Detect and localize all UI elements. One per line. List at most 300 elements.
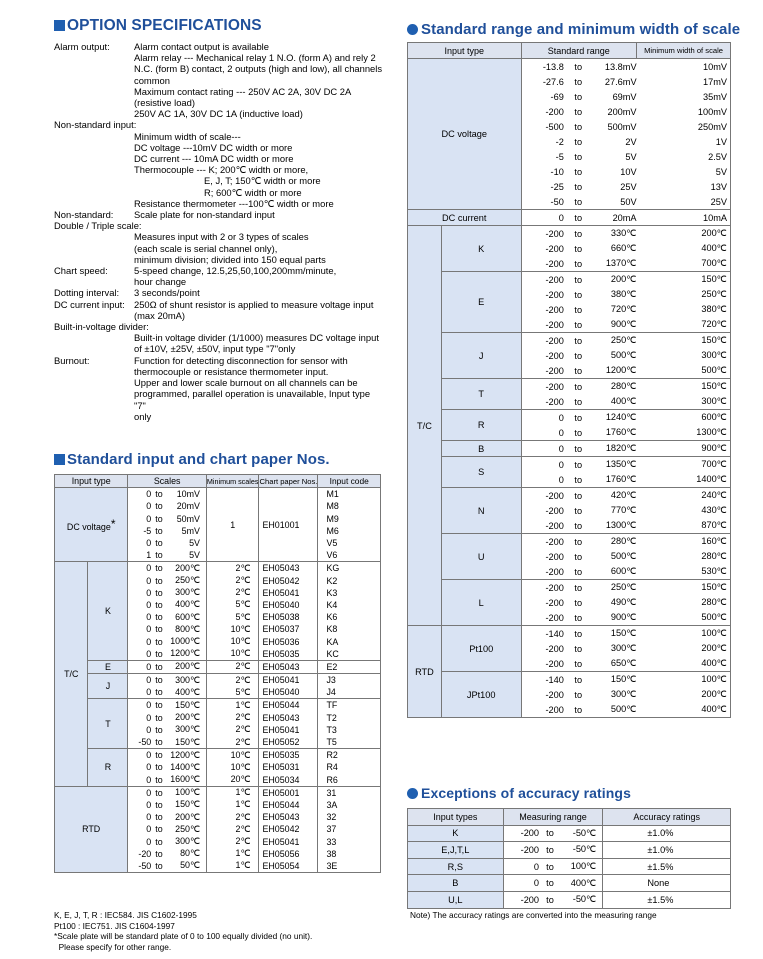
scale-to: to: [155, 636, 163, 647]
input-code: M9: [318, 513, 381, 525]
range-to: to: [539, 842, 561, 859]
range-to: to: [574, 121, 583, 132]
header-input-types: Input types: [408, 809, 504, 826]
range-low: -25: [521, 179, 564, 194]
scale-to: to: [155, 612, 163, 623]
range-low: -200: [503, 842, 539, 859]
range-to: to: [564, 626, 593, 642]
spec-line: 250Ω of shunt resistor is applied to measure voltage input: [134, 298, 374, 310]
table-row: [408, 672, 731, 688]
range-min-width: 240℃: [637, 488, 731, 504]
spec-label: DC current input:: [54, 298, 125, 310]
scale-to: to: [155, 538, 163, 549]
spec-row: [54, 175, 384, 197]
chart-paper-no: EH05035: [259, 749, 318, 762]
scale-high: 250℃: [167, 823, 207, 835]
spec-line: (max 20mA): [134, 309, 186, 321]
range-min-width: 10mA: [637, 210, 731, 226]
scale-to: to: [151, 488, 166, 501]
scale-high: 5mV: [167, 525, 207, 537]
accuracy-heading: Exceptions of accuracy ratings: [407, 785, 631, 801]
min-scale: 2℃: [206, 724, 259, 736]
scale-low: 0: [128, 724, 151, 736]
range-to: to: [574, 106, 583, 117]
scale-high: 1200℃: [167, 648, 207, 661]
range-low: -500: [521, 119, 564, 134]
scale-to: to: [151, 749, 166, 762]
spec-line: Upper and lower scale burnout on all channels can be: [134, 377, 358, 389]
input-code: T5: [318, 736, 381, 749]
spec-label: Alarm output:: [54, 41, 110, 52]
min-scale: 2℃: [206, 823, 259, 835]
scale-low: 1: [128, 549, 151, 562]
range-low: -13.8: [521, 59, 564, 75]
input-code: 38: [318, 848, 381, 860]
table-row: [55, 660, 381, 673]
range-high: 200mV: [607, 106, 637, 117]
input-type-cell: T/C: [408, 226, 442, 626]
range-min-width: 150℃: [637, 580, 731, 596]
range-to: to: [564, 194, 593, 210]
range-to: to: [539, 825, 561, 842]
input-code: K3: [318, 587, 381, 599]
range-min-width: 250mV: [637, 119, 731, 134]
range-high: 100℃: [561, 858, 603, 875]
range-to: to: [564, 379, 593, 395]
range-min-width: 250℃: [637, 287, 731, 302]
scale-high: 5V: [167, 549, 207, 562]
scale-low: 0: [128, 611, 151, 623]
spec-line: Minimum width of scale---: [134, 130, 241, 142]
scale-low: -5: [128, 525, 151, 537]
range-to: to: [564, 333, 593, 349]
input-code: V6: [318, 549, 381, 562]
scale-low: 0: [128, 587, 151, 599]
spec-value: [54, 332, 384, 354]
table-row: [408, 875, 731, 892]
scale-low: 0: [128, 623, 151, 635]
spec-line: Resistance thermometer ---100℃ width or more: [134, 197, 334, 209]
range-high: 500mV: [607, 121, 637, 132]
range-min-width: 280℃: [637, 595, 731, 610]
note-line: *Scale plate will be standard plate of 0 to 100 equally divided (no unit).: [54, 931, 313, 941]
range-low: 0: [521, 425, 564, 441]
table-row: [408, 891, 731, 908]
scale-high: 600℃: [167, 611, 207, 623]
spec-line: Function for detecting disconnection for sensor with: [134, 354, 348, 366]
range-high: 69mV: [612, 91, 637, 102]
range-min-width: 700℃: [637, 256, 731, 272]
spec-label: Dotting interval:: [54, 287, 120, 299]
range-min-width: 35mV: [637, 89, 731, 104]
table-row: [408, 441, 731, 457]
spec-value: [134, 41, 384, 119]
range-low: -200: [521, 610, 564, 626]
asterisk-mark: *: [110, 517, 116, 532]
input-types-cell: U,L: [408, 891, 504, 908]
table-row: [55, 786, 381, 799]
range-min-width: 100℃: [637, 672, 731, 688]
scale-low: 0: [128, 761, 151, 773]
range-low: 0: [521, 457, 564, 473]
chart-paper-no: EH05001: [259, 786, 318, 799]
input-code: V5: [318, 537, 381, 549]
range-to: to: [574, 166, 583, 177]
sensor-type-cell: E: [88, 660, 128, 673]
scale-to: to: [151, 686, 166, 699]
scale-to: to: [155, 525, 163, 536]
range-to: to: [574, 350, 583, 361]
input-code: M1: [318, 488, 381, 501]
range-low: -200: [521, 104, 564, 119]
range-to: to: [564, 472, 593, 488]
range-min-width: 200℃: [637, 641, 731, 656]
chart-paper-no: EH05031: [259, 761, 318, 773]
range-to: to: [574, 181, 583, 192]
range-to: to: [564, 656, 593, 672]
scale-low: 0: [128, 674, 151, 687]
range-low: -200: [521, 549, 564, 564]
min-scale: 10℃: [206, 635, 259, 647]
scale-low: 0: [128, 823, 151, 835]
range-to: to: [574, 505, 583, 516]
spec-line: (each scale is serial channel only),: [134, 242, 278, 254]
range-high: 1370℃: [593, 256, 637, 272]
chart-paper-no: EH05043: [259, 562, 318, 575]
scale-low: -50: [128, 736, 151, 749]
range-high: 13.8mV: [593, 59, 637, 75]
min-scale: 2℃: [206, 562, 259, 575]
chart-paper-no: EH05056: [259, 848, 318, 860]
range-low: -200: [521, 317, 564, 333]
range-low: -69: [521, 89, 564, 104]
sensor-type-cell: K: [441, 226, 521, 272]
range-to: to: [564, 610, 593, 626]
scale-low: 0: [128, 799, 151, 811]
spec-line: thermocouple or resistance thermometer input.: [134, 365, 329, 377]
scale-to: to: [151, 549, 166, 562]
min-scale: 1℃: [206, 799, 259, 811]
spec-row: [54, 332, 384, 354]
input-code: K8: [318, 623, 381, 635]
spec-label: Burnout:: [54, 354, 90, 366]
spec-line: 3 seconds/point: [134, 287, 200, 299]
scale-to: to: [151, 660, 166, 673]
range-to: to: [539, 858, 561, 875]
sensor-type-cell: S: [441, 457, 521, 488]
range-min-width: 25V: [637, 194, 731, 210]
spec-row: [54, 198, 384, 209]
chart-paper-no: EH05041: [259, 724, 318, 736]
range-min-width: 5V: [637, 164, 731, 179]
range-high: 770℃: [610, 505, 637, 515]
range-high: 10V: [620, 166, 637, 177]
min-scale: 1℃: [206, 848, 259, 860]
range-high: 150℃: [593, 672, 637, 688]
min-scale: 10℃: [206, 749, 259, 762]
spec-label: Chart speed:: [54, 265, 108, 277]
spec-line: Alarm relay --- Mechanical relay 1 N.O. (form A) and rely 2: [134, 52, 376, 64]
standard-input-table: [54, 474, 381, 873]
range-to: to: [564, 394, 593, 410]
scale-low: 0: [128, 648, 151, 661]
range-low: -200: [503, 825, 539, 842]
min-scale: 1℃: [206, 699, 259, 712]
chart-paper-no: EH05037: [259, 623, 318, 635]
chart-paper-no: EH05044: [259, 799, 318, 811]
spec-line: minimum division; divided into 150 equal parts: [134, 253, 326, 265]
range-to: to: [539, 875, 561, 892]
input-type-cell: RTD: [408, 626, 442, 718]
spec-row: [54, 231, 384, 265]
input-code: 37: [318, 823, 381, 835]
input-code: 33: [318, 835, 381, 847]
scale-low: 0: [128, 699, 151, 712]
range-high: 900℃: [593, 610, 637, 626]
scale-low: -50: [128, 860, 151, 873]
range-low: 0: [521, 210, 564, 226]
scale-to: to: [155, 848, 163, 859]
range-high: 200℃: [593, 272, 637, 288]
scale-to: to: [155, 712, 163, 723]
range-min-width: 380℃: [637, 302, 731, 317]
accuracy-value: ±1.0%: [603, 825, 731, 842]
range-to: to: [564, 702, 593, 718]
range-low: -140: [521, 626, 564, 642]
scale-low: 0: [128, 488, 151, 501]
chart-paper-no: EH05035: [259, 648, 318, 661]
range-to: to: [574, 76, 583, 87]
min-scale: 2℃: [206, 587, 259, 599]
range-high: 500℃: [610, 350, 637, 360]
range-low: -200: [521, 595, 564, 610]
chart-paper-no: EH01001: [259, 488, 318, 562]
spec-row: [54, 287, 384, 298]
spec-line: Built-in voltage divider (1/1000) measures DC voltage input: [134, 332, 379, 344]
range-min-width: 100mV: [637, 104, 731, 119]
range-low: -200: [521, 379, 564, 395]
min-scale: 1℃: [206, 786, 259, 799]
range-high: 1300℃: [593, 518, 637, 534]
scale-low: 0: [128, 500, 151, 512]
range-min-width: 530℃: [637, 564, 731, 580]
range-low: -200: [521, 287, 564, 302]
range-high: 250℃: [593, 333, 637, 349]
spec-line: of ±10V, ±25V, ±50V, input type "7"only: [134, 343, 296, 355]
range-min-width: 700℃: [637, 457, 731, 473]
range-high: 20mA: [593, 210, 637, 226]
range-low: -200: [521, 564, 564, 580]
scale-to: to: [151, 699, 166, 712]
scale-high: 1200℃: [167, 749, 207, 762]
table-row: [55, 699, 381, 712]
range-min-width: 400℃: [637, 241, 731, 256]
table-row: [408, 580, 731, 596]
range-high: 5V: [625, 151, 637, 162]
range-to: to: [574, 136, 583, 147]
range-low: -27.6: [521, 74, 564, 89]
range-min-width: 1V: [637, 134, 731, 149]
range-high: 280℃: [593, 534, 637, 550]
scale-low: 0: [128, 811, 151, 823]
scale-to: to: [151, 860, 166, 873]
table-row: [408, 488, 731, 504]
table-row: [408, 272, 731, 288]
scale-high: 150℃: [167, 799, 207, 811]
range-min-width: 13V: [637, 179, 731, 194]
scale-to: to: [155, 724, 163, 735]
range-low: -200: [521, 241, 564, 256]
spec-value: [134, 209, 384, 220]
range-low: -200: [521, 348, 564, 363]
min-scale: 10℃: [206, 648, 259, 661]
range-min-width: 870℃: [637, 518, 731, 534]
range-high: 250℃: [593, 580, 637, 596]
range-low: 0: [521, 410, 564, 426]
spec-row: [54, 119, 384, 130]
spec-line: R; 600℃ width or more: [204, 186, 302, 198]
chart-paper-no: EH05044: [259, 699, 318, 712]
min-scale: 10℃: [206, 623, 259, 635]
scale-to: to: [151, 774, 166, 787]
range-to: to: [564, 457, 593, 473]
input-code: K4: [318, 599, 381, 611]
input-types-cell: E,J,T,L: [408, 842, 504, 859]
scale-high: 1600℃: [167, 774, 207, 787]
scale-to: to: [155, 836, 163, 847]
range-high: 650℃: [593, 656, 637, 672]
header-input-type: Input type: [408, 43, 522, 59]
range-high: -50℃: [561, 891, 603, 908]
spec-row: [54, 321, 384, 332]
scale-to: to: [155, 762, 163, 773]
range-high: 1200℃: [593, 363, 637, 379]
scale-to: to: [155, 824, 163, 835]
option-specifications-list: [54, 41, 384, 422]
range-to: to: [564, 59, 593, 75]
note-line: Pt100 : IEC751. JIS C1604-1997: [54, 920, 175, 931]
scale-high: 250℃: [167, 575, 207, 587]
range-min-width: 160℃: [637, 534, 731, 550]
sensor-type-cell: J: [88, 674, 128, 699]
scale-low: 0: [128, 562, 151, 575]
range-low: 0: [521, 472, 564, 488]
scale-low: 0: [128, 635, 151, 647]
chart-paper-no: EH05042: [259, 823, 318, 835]
input-types-cell: K: [408, 825, 504, 842]
scale-high: 5V: [167, 537, 207, 549]
input-code: E2: [318, 660, 381, 673]
accuracy-value: ±1.0%: [603, 842, 731, 859]
range-low: -200: [521, 580, 564, 596]
chart-paper-no: EH05042: [259, 575, 318, 587]
range-to: to: [574, 597, 583, 608]
scale-low: 0: [128, 749, 151, 762]
range-min-width: 200℃: [637, 226, 731, 242]
table-row: [408, 457, 731, 473]
scale-to: to: [155, 812, 163, 823]
scale-low: 0: [128, 786, 151, 799]
input-code: R6: [318, 774, 381, 787]
scale-low: 0: [128, 686, 151, 699]
range-to: to: [574, 689, 583, 700]
sensor-type-cell: B: [441, 441, 521, 457]
range-high: 300℃: [610, 643, 637, 653]
note-line: K, E, J, T, R : IEC584. JIS C1602-1995: [54, 910, 197, 920]
min-scale: 5℃: [206, 611, 259, 623]
scale-to: to: [155, 587, 163, 598]
table-row: [408, 59, 731, 75]
range-high: -50℃: [561, 825, 603, 842]
min-scale: 10℃: [206, 761, 259, 773]
chart-paper-no: EH05054: [259, 860, 318, 873]
accuracy-table: [407, 808, 731, 909]
scale-to: to: [151, 736, 166, 749]
range-to: to: [574, 643, 583, 654]
spec-line: 250V AC 1A, 30V DC 1A (inductive load): [134, 108, 303, 120]
spec-line: E, J, T; 150℃ width or more: [204, 175, 321, 187]
spec-line: N.C. (form B) contact, 2 outputs (high and low), all channels: [134, 63, 383, 75]
circle-bullet-icon: [407, 788, 418, 799]
input-code: 31: [318, 786, 381, 799]
range-high: 1760℃: [593, 472, 637, 488]
table-row: [408, 842, 731, 859]
range-to: to: [564, 317, 593, 333]
sensor-type-cell: J: [441, 333, 521, 379]
spec-row: [54, 131, 384, 176]
range-high: 150℃: [593, 626, 637, 642]
spec-line: Alarm contact output is available: [134, 41, 269, 52]
table-row: [408, 379, 731, 395]
chart-paper-no: EH05043: [259, 712, 318, 724]
sensor-type-cell: T: [441, 379, 521, 410]
min-scale: 5℃: [206, 599, 259, 611]
input-code: KG: [318, 562, 381, 575]
header-min-scales: Minimum scales: [206, 475, 259, 488]
spec-label: Built-in-voltage divider:: [54, 321, 149, 333]
range-low: -200: [521, 641, 564, 656]
range-high: 280℃: [593, 379, 637, 395]
range-high: 500℃: [593, 702, 637, 718]
input-types-cell: R,S: [408, 858, 504, 875]
table-row: [55, 562, 381, 575]
spec-row: [54, 209, 384, 220]
scale-to: to: [155, 575, 163, 586]
scale-low: -20: [128, 848, 151, 860]
range-high: 660℃: [610, 243, 637, 253]
spec-row: [54, 41, 384, 119]
range-high: 500℃: [610, 551, 637, 561]
min-scale: 20℃: [206, 774, 259, 787]
range-low: 0: [503, 875, 539, 892]
scale-high: 400℃: [167, 599, 207, 611]
spec-row: [54, 299, 384, 321]
range-low: -200: [521, 534, 564, 550]
sensor-type-cell: R: [441, 410, 521, 441]
accuracy-note: Note) The accuracy ratings are converted into the measuring range: [410, 910, 657, 920]
min-scale: 1℃: [206, 860, 259, 873]
range-to: to: [564, 410, 593, 426]
scale-high: 80℃: [167, 848, 207, 860]
table-row: [55, 488, 381, 501]
spec-line: only: [134, 410, 152, 422]
chart-paper-no: EH05038: [259, 611, 318, 623]
chart-paper-no: EH05041: [259, 587, 318, 599]
range-low: -200: [521, 687, 564, 702]
header-chart-paper: Chart paper Nos.: [259, 475, 318, 488]
option-specifications-heading: OPTION SPECIFICATIONS: [54, 17, 262, 35]
range-min-width: 150℃: [637, 379, 731, 395]
